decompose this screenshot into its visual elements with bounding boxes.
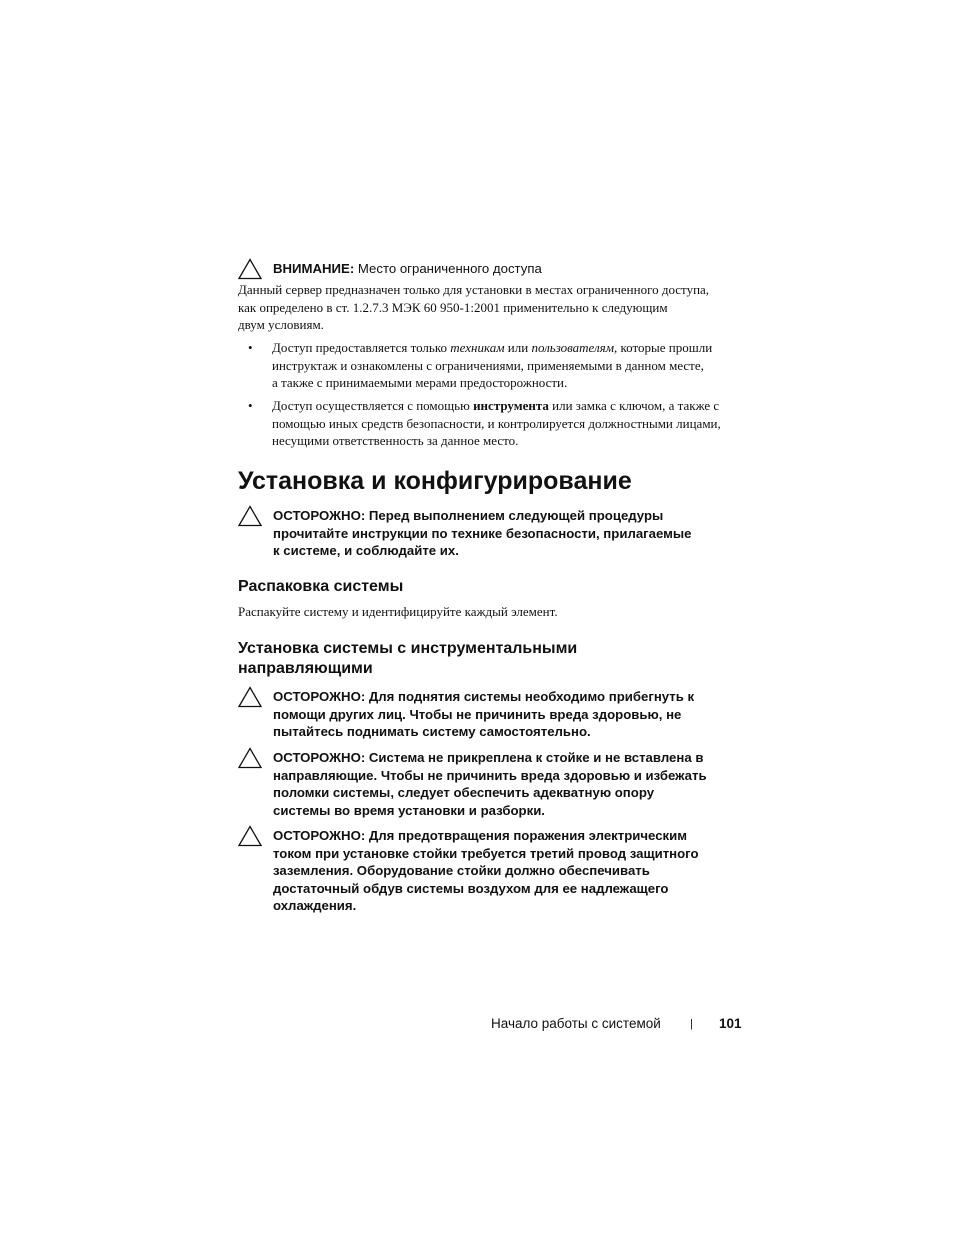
list-item-text: [272, 397, 738, 450]
section-title: Установка и конфигурирование: [238, 467, 632, 495]
list-item-line: Доступ осуществляется с помощью инструмента или замка с ключом, а также с: [272, 398, 720, 413]
list-item-line: а также с принимаемыми мерами предосторожности.: [272, 375, 568, 390]
caution-text: ОСТОРОЖНО: Перед выполнением следующей процедуры прочитайте инструкции по технике безопасности, прилагаемые к системе, и соблюдайте их.: [273, 508, 692, 558]
caution-text: ОСТОРОЖНО: Для поднятия системы необходимо прибегнуть к помощи других лиц. Чтобы не причинить вреда здоровью, не пытайтесь поднимать систему самостоятельно.: [273, 689, 695, 739]
notice-restricted-access: [238, 258, 738, 278]
warning-triangle-icon: [238, 686, 262, 708]
unpack-text: Распакуйте систему и идентифицируйте каждый элемент.: [238, 604, 558, 619]
notice-text: [273, 258, 738, 278]
subsection-title-unpack: Распаковка системы: [238, 578, 404, 595]
list-item-line: инструктаж и ознакомлены с ограничениями, применяемыми в данном месте,: [272, 357, 704, 373]
list-item: [238, 397, 738, 450]
caution-support: [238, 747, 738, 819]
footer-separator: |: [690, 1018, 693, 1030]
list-item-text: [272, 339, 738, 392]
caution-grounding: [238, 825, 738, 915]
warning-triangle-icon: [238, 825, 262, 847]
caution-text: ОСТОРОЖНО: Для предотвращения поражения электрическим током при установке стойки требуется третий провод защитного заземления. Оборудование стойки должно обеспечивать достаточный обдув системы воздухом для ее надлежащего охлаждения.: [273, 828, 699, 913]
intro-line: двум условиям.: [238, 317, 324, 332]
bullet-marker: •: [248, 340, 253, 355]
intro-paragraph: [238, 281, 748, 334]
notice-label: ВНИМАНИЕ:: [273, 261, 355, 276]
list-item-line: Доступ предоставляется только техникам или пользователям, которые прошли: [272, 340, 713, 355]
caution-safety-instructions: [238, 505, 738, 560]
caution-text: ОСТОРОЖНО: Система не прикреплена к стойке и не вставлена в направляющие. Чтобы не причинить вреда здоровью и избежать поломки системы, следует обеспечить адекватную опору системы во время установки и разборки.: [273, 750, 707, 818]
footer-section-name: Начало работы с системой: [491, 1016, 661, 1031]
subsection-title-rails: Установка системы с инструментальными направляющими: [238, 640, 578, 677]
list-item: [238, 339, 738, 392]
page-number: 101: [719, 1016, 742, 1031]
intro-line: как определено в ст. 1.2.7.3 МЭК 60 950-1:2001 применительно к следующим: [238, 299, 668, 315]
list-item-line: несущими ответственность за данное место.: [272, 433, 519, 448]
bullet-marker: •: [248, 398, 253, 413]
notice-body: Место ограниченного доступа: [354, 261, 542, 276]
warning-triangle-icon: [238, 505, 262, 527]
warning-triangle-icon: [238, 747, 262, 769]
warning-triangle-icon: [238, 258, 262, 280]
intro-line: Данный сервер предназначен только для установки в местах ограниченного доступа,: [238, 282, 710, 297]
caution-lifting: [238, 686, 738, 741]
list-item-line: помощью иных средств безопасности, и контролируется должностными лицами,: [272, 415, 721, 431]
